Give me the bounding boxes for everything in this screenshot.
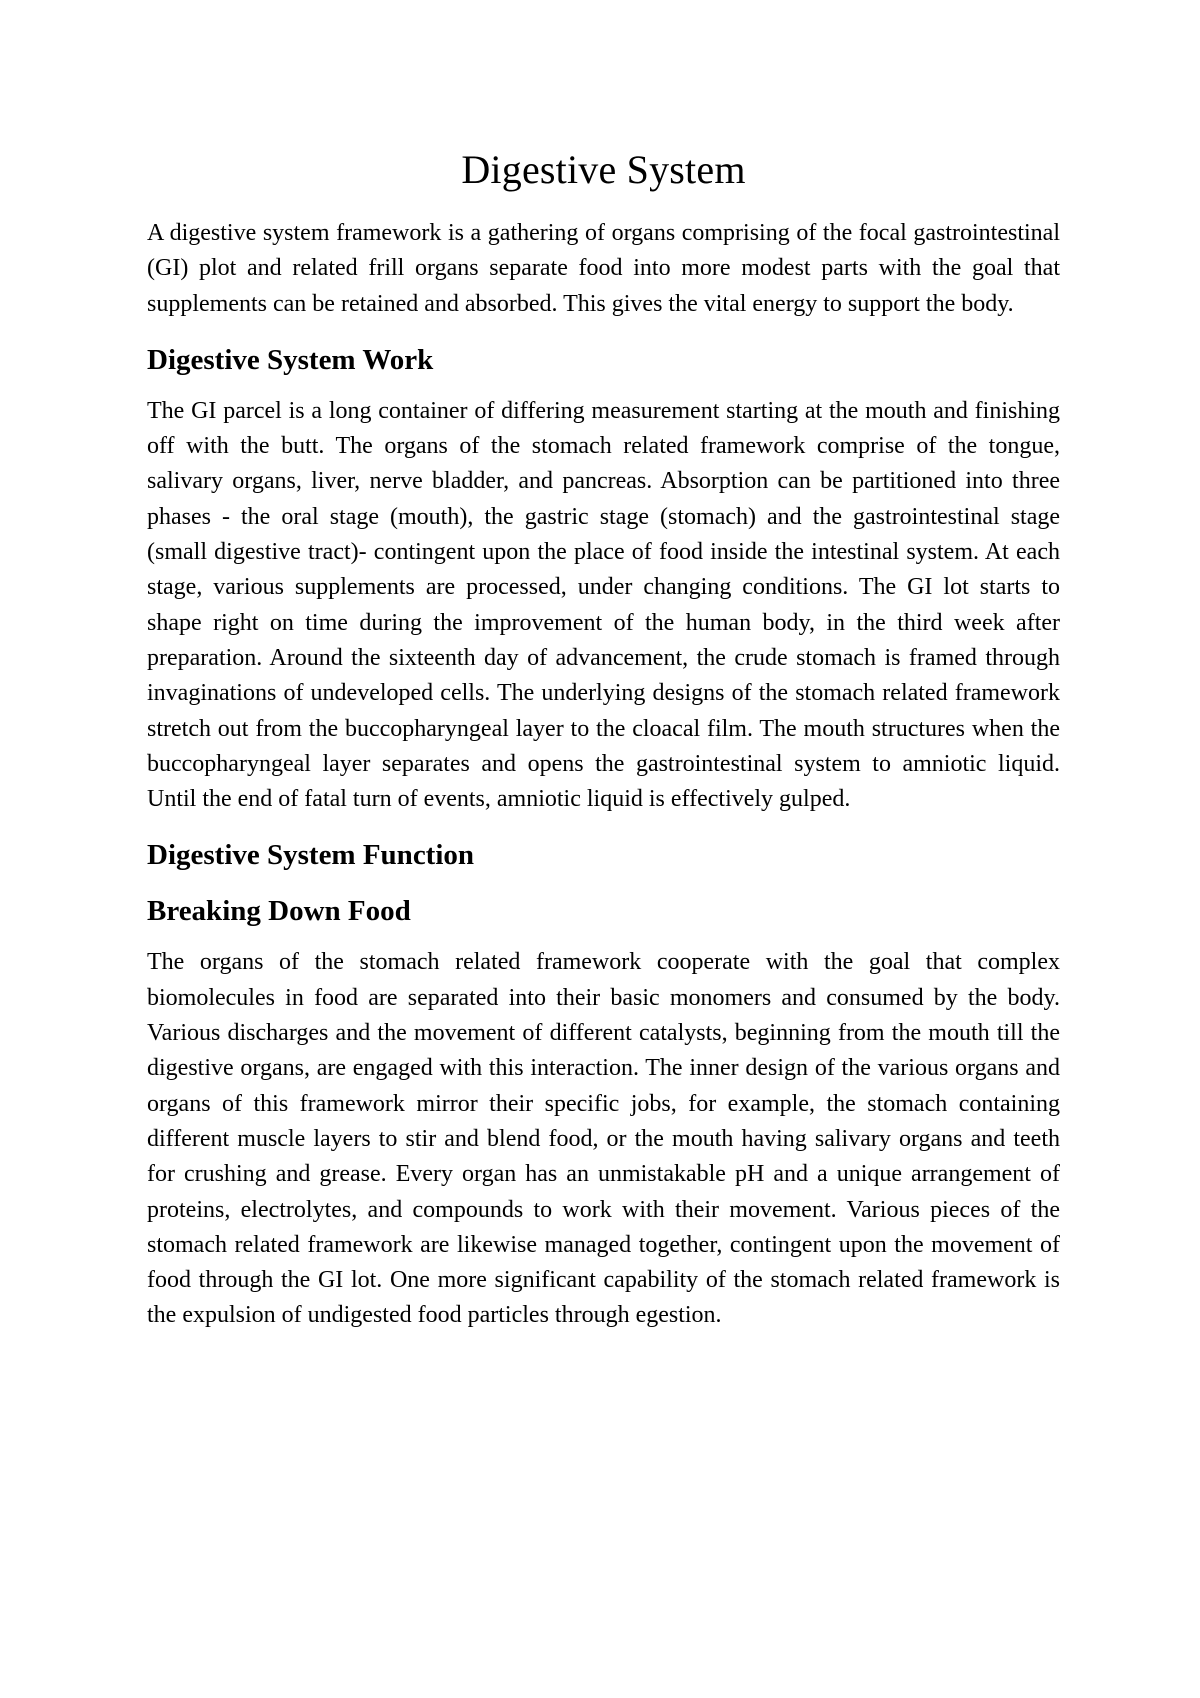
section-heading-digestive-system-function: Digestive System Function	[147, 839, 475, 872]
section-paragraph-breaking-down-food: The organs of the stomach related framework cooperate with the goal that complex biomolecules in food are separated into their basic monomers and consumed by the body. Various discharges and the movement of different catalysts, beginning from the mouth till the digestive organs, are engaged with this interaction. The inner design of the various organs and organs of this framework mirror their specific jobs, for example, the stomach containing different muscle layers to stir and blend food, or the mouth having salivary organs and teeth for crushing and grease. Every organ has an unmistakable pH and a unique arrangement of proteins, electrolytes, and compounds to work with their movement. Various pieces of the stomach related framework are likewise managed together, contingent upon the movement of food through the GI lot. One more significant capability of the stomach related framework is the expulsion of undigested food particles through egestion.	[147, 949, 1060, 1329]
subheading-breaking-down-food: Breaking Down Food	[147, 895, 411, 928]
document-page	[147, 140, 1060, 1334]
intro-paragraph: A digestive system framework is a gathering of organs comprising of the focal gastrointestinal (GI) plot and related frill organs separate food into more modest parts with the goal that supplements can be retained and absorbed. This gives the vital energy to support the body.	[147, 220, 1060, 317]
section-paragraph-digestive-system-work: The GI parcel is a long container of differing measurement starting at the mouth and finishing off with the butt. The organs of the stomach related framework comprise of the tongue, salivary organs, liver, nerve bladder, and pancreas. Absorption can be partitioned into three phases - the oral stage (mouth), the gastric stage (stomach) and the gastrointestinal stage (small digestive tract)- contingent upon the place of food inside the intestinal system. At each stage, various supplements are processed, under changing conditions. The GI lot starts to shape right on time during the improvement of the human body, in the third week after preparation. Around the sixteenth day of advancement, the crude stomach is framed through invaginations of undeveloped cells. The underlying designs of the stomach related framework stretch out from the buccopharyngeal layer to the cloacal film. The mouth structures when the buccopharyngeal layer separates and opens the gastrointestinal system to amniotic liquid. Until the end of fatal turn of events, amniotic liquid is effectively gulped.	[147, 397, 1060, 813]
document-title: Digestive System	[461, 147, 746, 192]
section-heading-digestive-system-work: Digestive System Work	[147, 343, 434, 376]
